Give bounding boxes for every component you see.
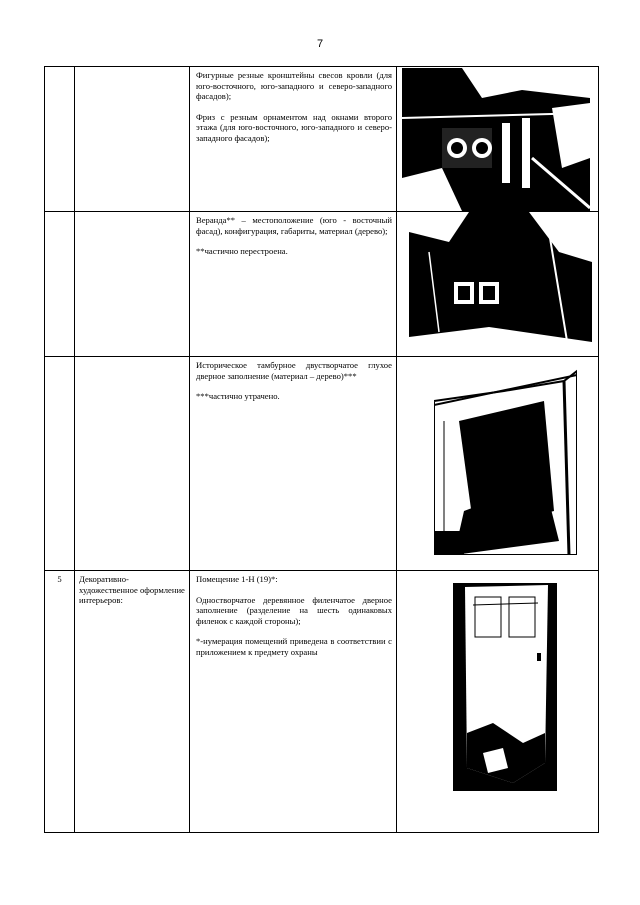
description-paragraph: Веранда** – местоположение (юго - восточный фасад), конфигурация, габариты, материал (дерево); (196, 215, 392, 236)
description-cell (190, 212, 397, 357)
element-name (75, 67, 189, 70)
element-name-cell (75, 357, 190, 571)
photo-cell (397, 212, 599, 357)
interior-door-photo (453, 583, 557, 791)
protection-subject-table (44, 66, 599, 833)
element-name-cell (75, 212, 190, 357)
row-number-cell (45, 357, 75, 571)
photo-cell (397, 571, 599, 833)
table-row (45, 571, 599, 833)
description-paragraph: ***частично утрачено. (196, 391, 280, 402)
photo-cell (397, 357, 599, 571)
photo-cell (397, 67, 599, 212)
veranda-photo (409, 212, 592, 353)
row-number (45, 357, 74, 360)
row-number (45, 67, 74, 70)
row-number-cell (45, 212, 75, 357)
double-door-photo (434, 361, 577, 555)
table-row (45, 212, 599, 357)
description-cell (190, 571, 397, 833)
element-name (75, 357, 189, 360)
element-name: Декоративно-художественное оформление интерьеров: (79, 574, 185, 606)
row-number-cell (45, 571, 75, 833)
table-row (45, 67, 599, 212)
description-paragraph: Фигурные резные кронштейны свесов кровли (для юго-восточного, юго-западного и северо-западного фасадов); (196, 70, 392, 102)
page-number: 7 (316, 38, 324, 50)
description-paragraph: *-нумерация помещений приведена в соответствии с приложением к предмету охраны (196, 636, 392, 657)
description-paragraph: Фриз с резным орнаментом над окнами второго этажа (для юго-восточного, юго-западного и северо-западного фасадов); (196, 111, 392, 143)
description-paragraph: Помещение 1-Н (19)*: (196, 574, 278, 584)
description-cell (190, 357, 397, 571)
table-row (45, 357, 599, 571)
row-number: 5 (57, 574, 62, 584)
element-name-cell (75, 67, 190, 212)
row-number-cell (45, 67, 75, 212)
element-name (75, 212, 189, 215)
element-name-cell (75, 571, 190, 833)
description-cell (190, 67, 397, 212)
description-paragraph: Историческое тамбурное двустворчатое глухое дверное заполнение (материал – дерево)*** (196, 360, 392, 381)
facade-bracket-photo (402, 68, 590, 211)
description-paragraph: **частично перестроена. (196, 246, 288, 257)
row-number (45, 212, 74, 215)
description-paragraph: Одностворчатое деревянное филенчатое дверное заполнение (разделение на шесть одинаковых филенок с каждой стороны); (196, 594, 392, 626)
